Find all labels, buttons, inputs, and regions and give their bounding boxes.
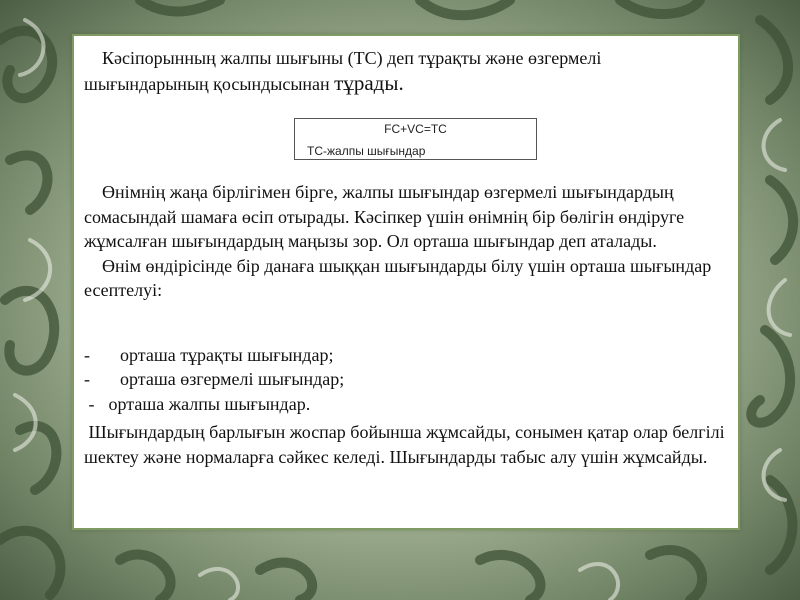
paragraph2-line2 bbox=[84, 254, 734, 303]
paragraph2-line1-text: Өнімнің жаңа бірлігімен бірге, жалпы шығындар өзгермелі шығындардың сомасындай шамаға өсіп отырады. Кәсіпкер үшін өнімнің бір бөлігін өндіруге жұмсалған шығындардың маңызы зор. Ол орташа шығындар деп аталады. bbox=[84, 182, 685, 251]
list-marker: - bbox=[88, 394, 95, 414]
list-item bbox=[84, 343, 333, 368]
list-item-text: орташа жалпы шығындар. bbox=[108, 394, 311, 414]
formula-text: FC+VC=TC bbox=[384, 122, 447, 136]
paragraph2-line1 bbox=[84, 180, 734, 254]
list-marker: - bbox=[84, 369, 90, 389]
list-item-text: орташа тұрақты шығындар; bbox=[120, 345, 334, 365]
list-item bbox=[84, 392, 310, 417]
paragraph3-text: Шығындардың барлығын жоспар бойынша жұмсайды, сонымен қатар олар белгілі шектеу және нормаларға сәйкес келеді. Шығындарды табыс алу үшін жұмсайды. bbox=[84, 422, 725, 467]
paragraph-average-costs bbox=[84, 180, 734, 303]
list-item-text: орташа өзгермелі шығындар; bbox=[120, 369, 345, 389]
paragraph-total-cost-definition bbox=[84, 46, 724, 96]
paragraph1-last-word: тұрады. bbox=[334, 70, 404, 95]
paragraph-spending-rules bbox=[84, 420, 734, 469]
list-item bbox=[84, 367, 344, 392]
formula-box bbox=[294, 118, 537, 160]
paragraph1-text: Кәсіпорынның жалпы шығыны (ТС) деп тұрақты және өзгермелі шығындарының қосындысынан bbox=[84, 48, 602, 94]
list-marker: - bbox=[84, 345, 90, 365]
content-card bbox=[72, 34, 740, 530]
paragraph2-line2-text: Өнім өндірісінде бір данаға шыққан шығындарды білу үшін орташа шығындар есептелуі: bbox=[84, 255, 712, 300]
formula-legend: TC-жалпы шығындар bbox=[307, 144, 426, 158]
